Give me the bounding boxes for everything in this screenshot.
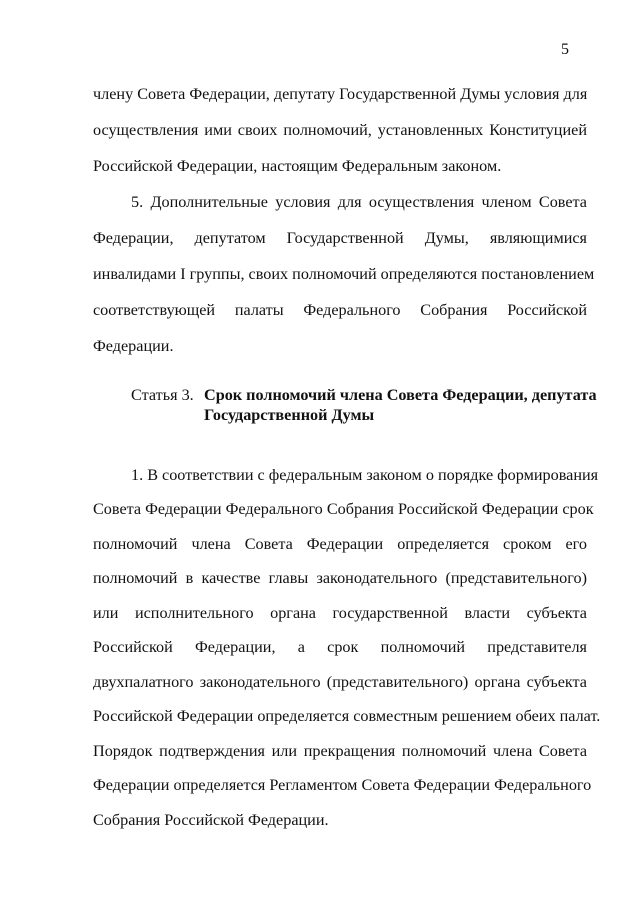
text-line: Российской Федерации определяется совместным решением обеих палат. [93,707,601,725]
text-line: 5. Дополнительные условия для осуществления членом Совета [131,193,587,211]
text-line: Федерации. [93,337,174,355]
text-line: члену Совета Федерации, депутату Государственной Думы условия для [93,85,588,103]
text-line: полномочий члена Совета Федерации определяется сроком его [93,535,587,553]
text-line: Совета Федерации Федерального Собрания Российской Федерации срок [93,500,594,518]
text-line: осуществления ими своих полномочий, установленных Конституцией [93,121,587,139]
text-line: Российской Федерации, настоящим Федеральным законом. [93,157,502,175]
text-line: Российской Федерации, а срок полномочий представителя [93,638,587,656]
article-title-line: Государственной Думы [204,406,375,424]
text-line: полномочий в качестве главы законодательного (представительного) [93,569,587,587]
text-line: Собрания Российской Федерации. [93,811,329,829]
text-line: Федерации определяется Регламентом Совета Федерации Федерального [93,776,592,794]
text-line: двухпалатного законодательного (представительного) органа субъекта [93,673,587,691]
page-number: 5 [561,41,569,58]
text-line: Порядок подтверждения или прекращения полномочий члена Совета [93,742,587,760]
text-line: Федерации, депутатом Государственной Думы, являющимися [93,229,587,247]
text-line: соответствующей палаты Федерального Собрания Российской [93,301,587,319]
article-title-line: Срок полномочий члена Совета Федерации, депутата [204,386,597,404]
text-line: или исполнительного органа государственной власти субъекта [93,604,587,622]
article-label: Статья 3. [131,386,194,404]
text-line: инвалидами I группы, своих полномочий определяются постановлением [93,265,595,283]
text-line: 1. В соответствии с федеральным законом о порядке формирования [131,466,599,484]
